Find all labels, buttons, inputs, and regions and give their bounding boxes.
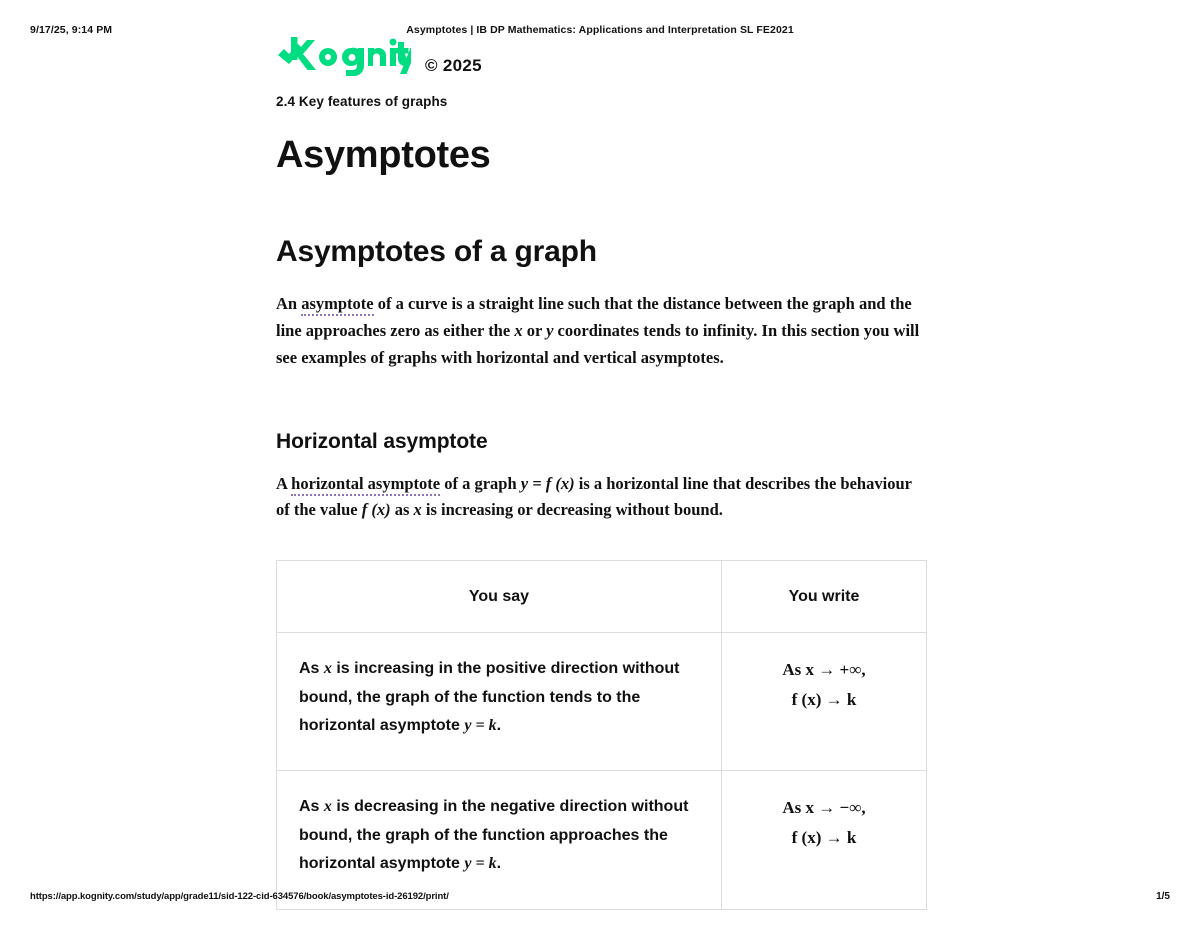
page-title: Asymptotes [276,134,491,176]
table-cell-you-say [277,771,722,909]
print-header [0,22,1200,38]
math-variable-x: x [413,500,422,520]
print-date: 9/17/25, 9:14 PM [30,24,113,36]
horizontal-asymptote-table [276,560,927,910]
text-fragment: is increasing or decreasing without bound. [421,500,723,520]
glossary-term-asymptote[interactable]: asymptote [301,294,373,316]
math-variable-x: x [514,321,523,341]
subsection-heading-horizontal-asymptote: Horizontal asymptote [276,430,488,454]
text-fragment: coordinates tends to infinity. In this section you will see examples of graphs with horizontal and vertical asymptotes. [276,321,920,367]
text-fragment: . [496,855,502,873]
text-fragment: is a horizontal line that describes the behaviour of the value [276,473,912,520]
table-header-row [277,561,927,633]
table-cell-you-write [722,771,927,909]
print-source-url: https://app.kognity.com/study/app/grade11/sid-122-cid-634576/book/asymptotes-id-26192/print/ [30,891,449,902]
print-page-number: 1/5 [1156,891,1170,902]
print-footer [0,891,1200,907]
subsection-paragraph-horizontal-asymptote [276,471,926,524]
section-spacer [276,371,926,429]
text-fragment: As [299,660,324,678]
text-fragment: As [299,798,324,816]
text-fragment: is increasing in the positive direction without bound, the graph of the function tends to the horizontal asymptote [299,660,680,735]
breadcrumb: 2.4 Key features of graphs [276,94,448,109]
math-line-function: f (x) → k [791,689,857,709]
glossary-term-horizontal-asymptote[interactable]: horizontal asymptote [291,474,440,496]
print-page-title: Asymptotes | IB DP Mathematics: Applications and Interpretation SL FE2021 [406,24,794,36]
table-header-you-write: You write [722,561,927,633]
copyright-label: © 2025 [425,56,482,75]
math-equation-y-equals-fx: y = f (x) [520,473,575,493]
table-cell-you-write [722,633,927,771]
text-fragment: is decreasing in the negative direction without bound, the graph of the function approaches the horizontal asymptote [299,798,689,873]
math-expression-fx: f (x) [361,500,391,520]
text-fragment: of a curve is a straight line such that the distance between the graph and the line approaches zero as either the [276,294,912,341]
table-row [277,633,927,771]
table-row [277,771,927,909]
text-fragment: A [276,473,292,493]
text-fragment: as [390,500,414,520]
table-cell-you-say [277,633,722,771]
math-equation-y-equals-k: y = k [464,717,497,735]
math-line-limit: As x → −∞, [782,798,866,818]
math-equation-y-equals-k: y = k [464,855,497,873]
math-line-function: f (x) → k [791,828,857,848]
text-fragment: of a graph [440,473,521,493]
math-variable-y: y [546,321,554,341]
section-heading-asymptotes-of-a-graph: Asymptotes of a graph [276,234,597,268]
math-variable-x: x [323,660,332,678]
text-fragment: An [276,294,302,314]
page-content [276,38,926,910]
text-fragment: or [522,321,547,341]
section-paragraph-asymptotes-of-a-graph [276,291,926,371]
text-fragment: . [496,717,502,735]
kognity-logo-icon [276,35,411,82]
table-header-you-say: You say [277,561,722,633]
table-spacer [276,524,926,560]
brand-row [276,38,926,82]
math-variable-x: x [323,798,332,816]
math-line-limit: As x → +∞, [782,660,866,680]
